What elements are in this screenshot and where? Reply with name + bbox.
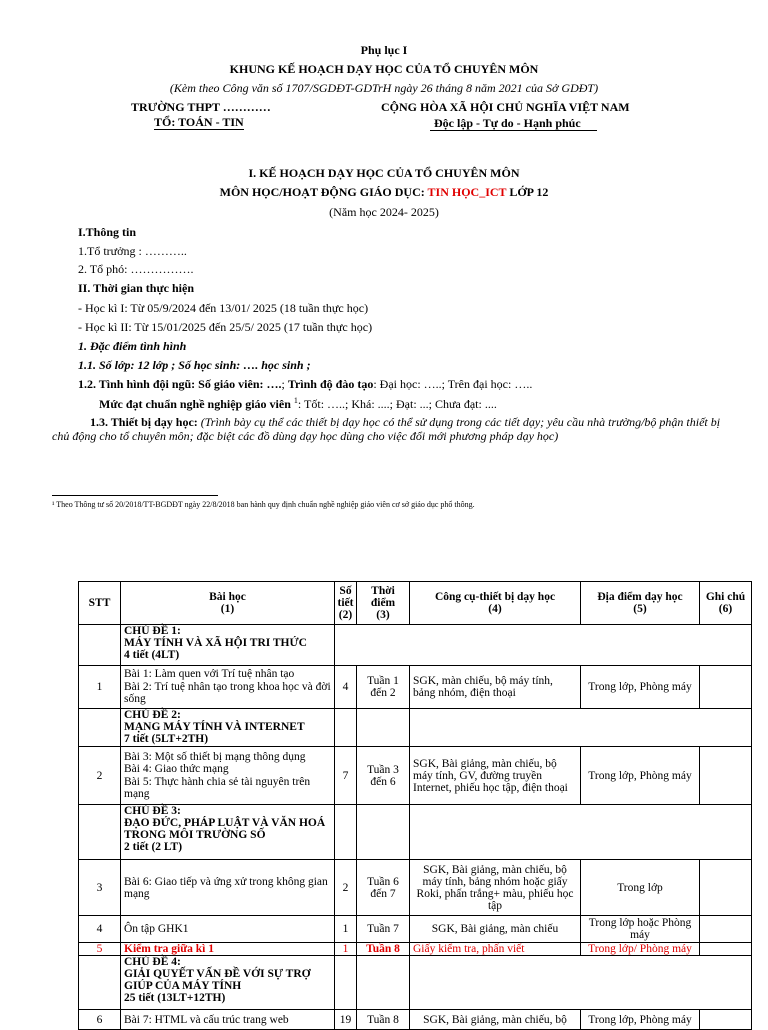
header-periods: [335, 582, 357, 625]
topic-4-label: CHỦ ĐỀ 4:: [124, 956, 181, 968]
motto-underline: [430, 130, 597, 131]
row-time: Tuần 6 đến 7: [357, 860, 410, 916]
topic-2-label: CHỦ ĐỀ 2:: [124, 709, 181, 721]
header-time: [357, 582, 410, 625]
topic-4-cell: [121, 956, 335, 1010]
subject-line: [0, 185, 768, 200]
row-tools: SGK, Bài giảng, màn chiếu: [410, 916, 581, 943]
topic-3-periods: 2 tiết (2 LT): [124, 841, 183, 853]
info-heading: I.Thông tin: [78, 225, 137, 239]
header-note-num: (6): [718, 603, 733, 615]
topic-1-blank: [335, 625, 752, 666]
row-place: Trong lớp, Phòng máy: [581, 1010, 700, 1030]
row-time: Tuần 7: [357, 916, 410, 943]
row-periods: 1: [335, 943, 357, 956]
topic-2-title: MẠNG MÁY TÍNH VÀ INTERNET: [124, 721, 305, 733]
row-periods: 4: [335, 666, 357, 709]
header-note-label: Ghi chú: [705, 591, 746, 603]
header-periods-num: (2): [338, 609, 353, 621]
topic-4-title: GIẢI QUYẾT VẤN ĐỀ VỚI SỰ TRỢ GIÚP CỦA MÁY TÍNH: [124, 968, 311, 992]
department-underline: [154, 129, 244, 130]
row-note: [700, 943, 752, 956]
header-lesson-label: Bài học: [209, 591, 246, 603]
row-time: Tuần 8: [357, 1010, 410, 1030]
topic-3-title: ĐẠO ĐỨC, PHÁP LUẬT VÀ VĂN HOÁ TRONG MÔI TRƯỜNG SỐ: [124, 817, 326, 841]
row-tools: SGK, màn chiếu, bộ máy tính, bảng nhóm, điện thoại: [410, 666, 581, 709]
equipment-info: [52, 415, 724, 443]
row-lesson: [121, 666, 335, 709]
row-periods: 19: [335, 1010, 357, 1030]
table-row-exam: [79, 943, 752, 956]
term-1: - Học kì I: Từ 05/9/2024 đến 13/01/ 2025 (18 tuần thực học): [78, 301, 369, 315]
staff-training-label: Trình độ đào tạo: [287, 377, 374, 391]
header-periods-label: Số tiết: [337, 585, 354, 609]
header-time-num: (3): [376, 609, 390, 621]
row-stt: 3: [79, 860, 121, 916]
department-name: TỔ: TOÁN - TIN: [154, 115, 244, 129]
topic-2-blank: [335, 709, 357, 747]
footnote: ¹ Theo Thông tư số 20/2018/TT-BGDĐT ngày 22/8/2018 ban hành quy định chuẩn nghề nghiệp giáo viên cơ sở giáo dục phổ thông.: [52, 500, 475, 509]
row-stt: 1: [79, 666, 121, 709]
table-row: [79, 916, 752, 943]
row-place: Trong lớp: [581, 860, 700, 916]
topic-stt-cell: [79, 805, 121, 860]
topic-stt-cell: [79, 709, 121, 747]
staff-training: : Đại học: …..; Trên đại học: …..: [373, 377, 533, 391]
row-tools: SGK, Bài giảng, màn chiếu, bộ máy tính, bảng nhóm hoặc giấy Roki, phấn trắng+ màu, phiếu học tập: [410, 860, 581, 916]
row-periods: 1: [335, 916, 357, 943]
table-row: [79, 666, 752, 709]
row-periods: 7: [335, 747, 357, 805]
topic-3-blank: [335, 805, 357, 860]
topic-4-blank: [335, 956, 357, 1010]
lesson-item: Bài 1: Làm quen với Trí tuệ nhân tạo: [124, 668, 295, 681]
document-title: KHUNG KẾ HOẠCH DẠY HỌC CỦA TỔ CHUYÊN MÔN: [229, 62, 539, 76]
row-place: Trong lớp hoặc Phòng máy: [581, 916, 700, 943]
topic-row: [79, 956, 752, 1010]
lesson-item: Bài 4: Giao thức mạng: [124, 763, 229, 775]
row-stt: 4: [79, 916, 121, 943]
equipment-text: (Trình bày cụ thể các thiết bị dạy học có thể sử dụng trong các tiết dạy; yêu cầu nhà trường/bộ phận thiết bị chủ động cho tổ chuyên môn; đặc biệt các đồ dùng dạy học dùng cho việc đổi mới phương pháp dạy học): [52, 415, 721, 443]
row-stt: 6: [79, 1010, 121, 1030]
row-place: Trong lớp, Phòng máy: [581, 666, 700, 709]
team-deputy: 2. Tổ phó: …………….: [78, 262, 194, 276]
staff-sep: ;: [281, 377, 288, 391]
footnote-separator: [52, 495, 218, 496]
lesson-item: Bài 5: Thực hành chia sẻ tài nguyên trên mạng: [124, 775, 311, 800]
staff-info: [78, 377, 532, 392]
row-note: [700, 860, 752, 916]
equipment-label: 1.3. Thiết bị dạy học:: [90, 415, 201, 429]
topic-1-title: MÁY TÍNH VÀ XÃ HỘI TRI THỨC: [124, 637, 307, 649]
topic-stt-cell: [79, 956, 121, 1010]
row-lesson: Bài 7: HTML và cấu trúc trang web: [121, 1010, 335, 1030]
row-lesson: Kiểm tra giữa kì 1: [121, 943, 335, 956]
row-place: Trong lớp, Phòng máy: [581, 747, 700, 805]
row-time: Tuần 8: [357, 943, 410, 956]
table-header-row: [79, 582, 752, 625]
topic-3-cell: [121, 805, 335, 860]
teaching-plan-table: [78, 581, 752, 1030]
class-count: 1.1. Số lớp: 12 lớp ; Số học sinh: …. học sinh ;: [78, 358, 311, 372]
document-subtitle: (Kèm theo Công văn số 1707/SGDĐT-GDTrH ngày 26 tháng 8 năm 2021 của Sở GDĐT): [169, 81, 599, 95]
standard-label: Mức đạt chuẩn nghề nghiệp giáo viên: [99, 397, 294, 411]
row-periods: 2: [335, 860, 357, 916]
table-row: [79, 860, 752, 916]
topic-2-blank: [357, 709, 410, 747]
topic-row: [79, 805, 752, 860]
row-note: [700, 666, 752, 709]
appendix-label: Phụ lục I: [360, 43, 408, 57]
row-note: [700, 1010, 752, 1030]
header-time-label: Thời điểm: [370, 585, 396, 609]
row-note: [700, 747, 752, 805]
header-tools-num: (4): [488, 603, 502, 615]
header-place: [581, 582, 700, 625]
header-tools-label: Công cụ-thiết bị dạy học: [434, 591, 556, 603]
topic-4-blank: [357, 956, 410, 1010]
standard-values: : Tốt: …..; Khá: ....; Đạt: ...; Chưa đạt: ....: [297, 397, 497, 411]
topic-1-label: CHỦ ĐỀ 1:: [124, 625, 181, 637]
table-row: [79, 747, 752, 805]
topic-2-cell: [121, 709, 335, 747]
row-place: Trong lớp/ Phòng máy: [581, 943, 700, 956]
situation-heading: 1. Đặc điểm tình hình: [78, 339, 187, 353]
lesson-item: Bài 2: Trí tuệ nhân tạo trong khoa học và đời sống: [124, 680, 331, 706]
lesson-item: Bài 3: Một số thiết bị mạng thông dụng: [124, 750, 306, 763]
row-note: [700, 916, 752, 943]
row-tools: Giấy kiểm tra, phấn viết: [410, 943, 581, 956]
header-stt: STT: [79, 582, 121, 625]
team-lead: 1.Tổ trưởng : ………..: [78, 244, 187, 258]
topic-row: [79, 625, 752, 666]
row-lesson: Bài 6: Giao tiếp và ứng xử trong không gian mạng: [121, 860, 335, 916]
header-place-num: (5): [633, 603, 647, 615]
section-heading: I. KẾ HOẠCH DẠY HỌC CỦA TỔ CHUYÊN MÔN: [248, 166, 520, 180]
header-lesson-num: (1): [220, 603, 235, 615]
subject-prefix: MÔN HỌC/HOẠT ĐỘNG GIÁO DỤC:: [219, 185, 428, 199]
topic-row: [79, 709, 752, 747]
national-motto: Độc lập - Tự do - Hạnh phúc: [434, 116, 581, 130]
time-heading: II. Thời gian thực hiện: [78, 281, 194, 295]
row-lesson: Ôn tập GHK1: [121, 916, 335, 943]
header-tools: [410, 582, 581, 625]
footnote-ref: 1: [293, 396, 298, 405]
topic-4-periods: 25 tiết (13LT+12TH): [124, 992, 226, 1004]
school-name: TRƯỜNG THPT …………: [131, 100, 271, 114]
table-row: [79, 1010, 752, 1030]
topic-4-blank: [410, 956, 752, 1010]
topic-3-blank: [357, 805, 410, 860]
row-time: Tuần 1 đến 2: [357, 666, 410, 709]
row-tools: SGK, Bài giảng, màn chiếu, bộ máy tính, GV, đường truyền Internet, phiếu học tập, điện thoại: [410, 747, 581, 805]
topic-stt-cell: [79, 625, 121, 666]
topic-3-label: CHỦ ĐỀ 3:: [124, 805, 181, 817]
topic-1-cell: [121, 625, 335, 666]
row-tools: SGK, Bài giảng, màn chiếu, bộ: [410, 1010, 581, 1030]
nation-name: CỘNG HÒA XÃ HỘI CHỦ NGHĨA VIỆT NAM: [381, 100, 630, 114]
subject-name: TIN HỌC_ICT: [427, 185, 507, 199]
term-2: - Học kì II: Từ 15/01/2025 đến 25/5/ 2025 (17 tuần thực học): [78, 320, 373, 334]
standard-info: [99, 396, 497, 412]
header-place-label: Địa điểm dạy học: [597, 591, 683, 603]
school-year: (Năm học 2024- 2025): [329, 205, 439, 219]
row-stt: 5: [79, 943, 121, 956]
header-lesson: [121, 582, 335, 625]
row-stt: 2: [79, 747, 121, 805]
staff-count: 1.2. Tình hình đội ngũ: Số giáo viên: ….: [78, 377, 282, 391]
row-time: Tuần 3 đến 6: [357, 747, 410, 805]
topic-2-blank: [410, 709, 752, 747]
subject-suffix: LỚP 12: [506, 185, 549, 199]
topic-3-blank: [410, 805, 752, 860]
topic-2-periods: 7 tiết (5LT+2TH): [124, 733, 209, 745]
header-note: [700, 582, 752, 625]
row-lesson: [121, 747, 335, 805]
topic-1-periods: 4 tiết (4LT): [124, 649, 180, 661]
